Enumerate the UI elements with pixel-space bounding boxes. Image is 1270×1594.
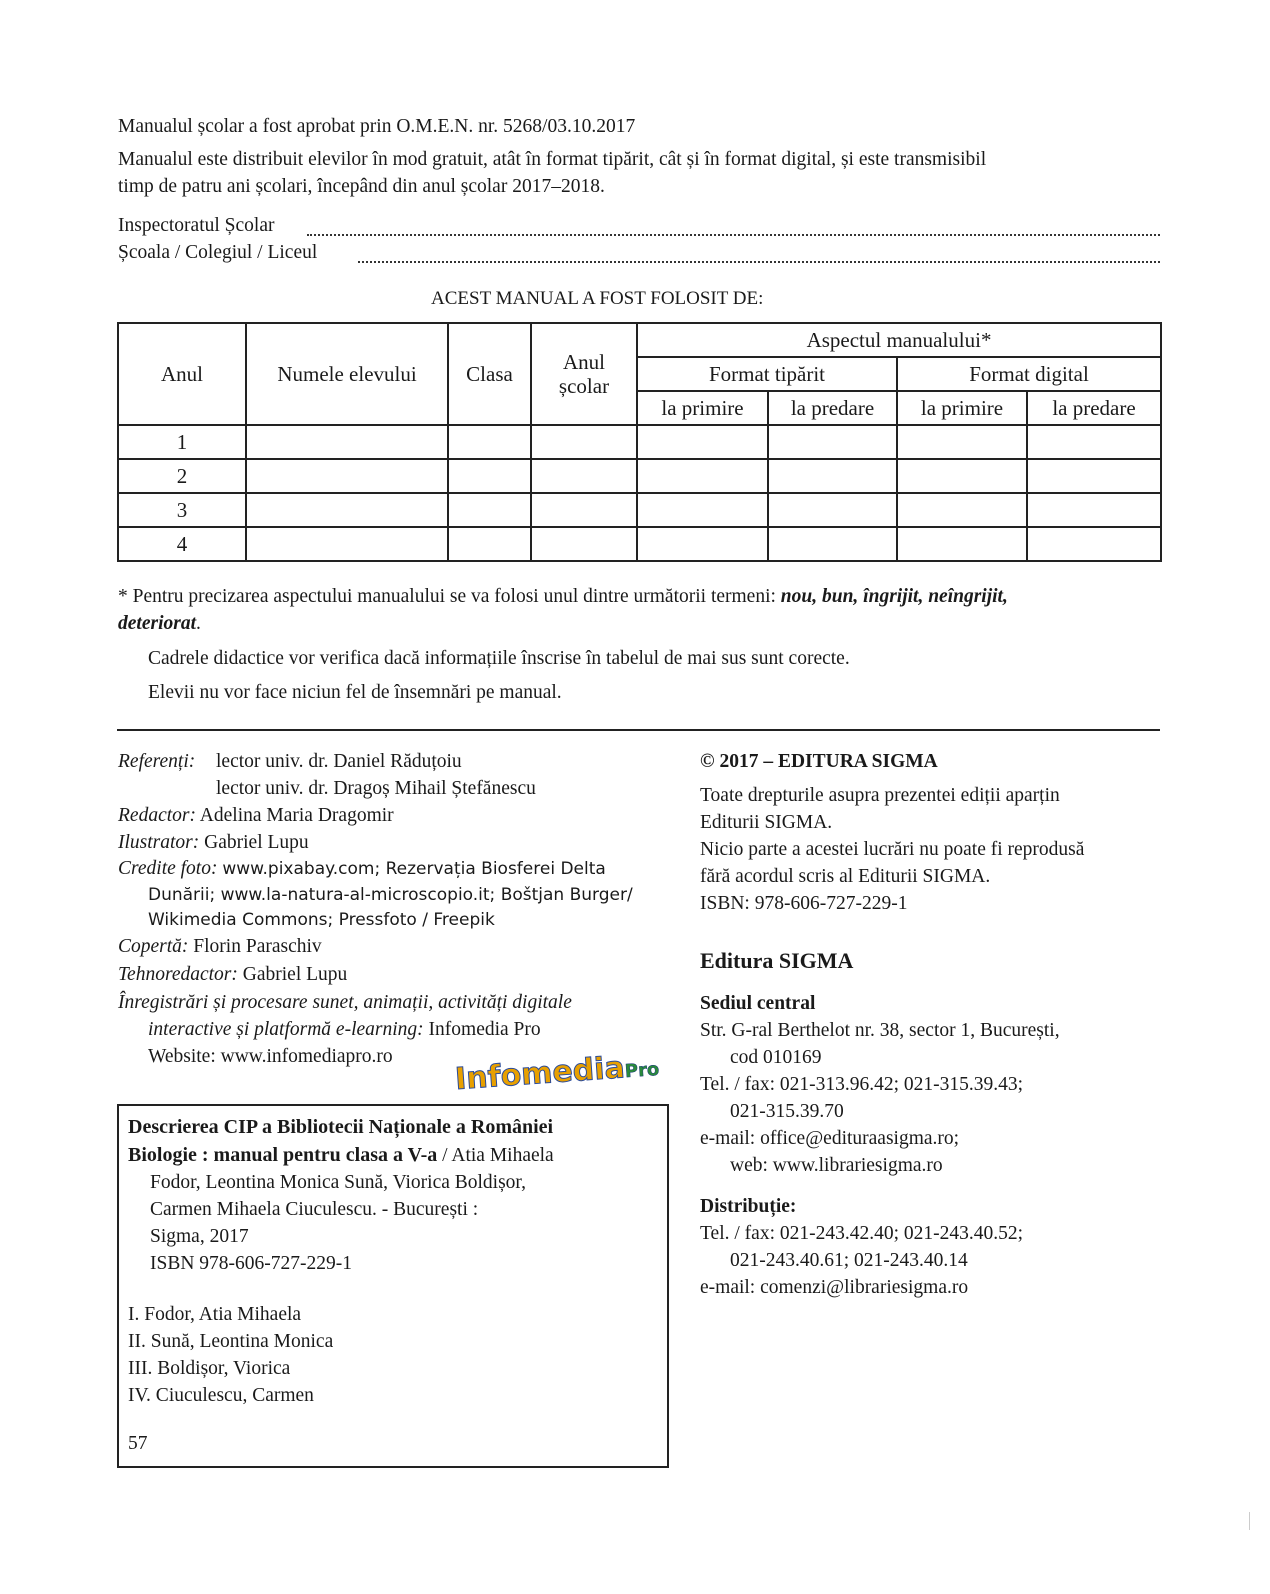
cip-number: 57 [128,1433,148,1454]
cell-clasa[interactable] [448,527,531,561]
section-divider [117,729,1160,731]
infomedia-logo-text: Infomedia [454,1050,626,1098]
distrib-tel-1: Tel. / fax: 021-243.42.40; 021-243.40.52; [700,1223,1024,1244]
cip-title-bold: Biologie : manual pentru clasa a V-a [128,1144,438,1166]
header-anul-scolar-line2: școlar [558,374,610,398]
cip-title [128,1142,554,1169]
note-teachers: Cadrele didactice vor verifica dacă informațiile înscrise în tabelul de mai sus sunt corecte. [148,648,850,669]
footnote-end: . [196,613,201,634]
cell-numele[interactable] [246,527,448,561]
school-label: Școala / Colegiul / Liceul [118,242,318,263]
cell-digital-predare[interactable] [1027,493,1161,527]
footnote-terms: nou, bun, îngrijit, neîngrijit, [780,586,1008,607]
table-row [118,527,1161,561]
inreg-name: Infomedia Pro [428,1019,541,1040]
tel-line-2: 021-315.39.70 [730,1101,844,1122]
header-digital-la-primire: la primire [897,391,1027,425]
table-row [118,493,1161,527]
cell-digital-primire[interactable] [897,459,1027,493]
cip-author: III. Boldișor, Viorica [128,1358,291,1379]
cell-tiparit-primire[interactable] [637,493,768,527]
credits-referenti [118,748,195,775]
cell-numele[interactable] [246,459,448,493]
coperta-name: Florin Paraschiv [193,936,322,957]
header-aspect: Aspectul manualului* [637,323,1161,357]
redactor-label: Redactor: [118,805,196,826]
footnote-terms-2: deteriorat [118,613,196,634]
cell-anul-scolar[interactable] [531,425,637,459]
hq-line-1: Str. G-ral Berthelot nr. 38, sector 1, București, [700,1020,1060,1041]
cell-tiparit-predare[interactable] [768,527,897,561]
cell-anul-scolar[interactable] [531,527,637,561]
cell-numele[interactable] [246,425,448,459]
cell-tiparit-predare[interactable] [768,425,897,459]
cip-line-4: Sigma, 2017 [150,1226,249,1247]
referent-1: lector univ. dr. Daniel Răduțoiu [216,751,462,772]
cell-digital-primire[interactable] [897,425,1027,459]
isbn: ISBN: 978-606-727-229-1 [700,893,908,914]
foto-line-3: Wikimedia Commons; Pressfoto / Freepik [148,910,495,930]
cip-title-rest: / Atia Mihaela [437,1145,554,1166]
cell-numele[interactable] [246,493,448,527]
distribution-line-2: timp de patru ani școlari, începând din anul școlar 2017–2018. [118,176,605,197]
inspectorate-fill-line[interactable] [307,234,1160,236]
school-fill-line[interactable] [358,261,1160,263]
cip-author: II. Sună, Leontina Monica [128,1331,334,1352]
cell-clasa[interactable] [448,459,531,493]
tel-line-1: Tel. / fax: 021-313.96.42; 021-315.39.43; [700,1074,1024,1095]
cell-digital-primire[interactable] [897,493,1027,527]
credits-ilustrator [118,829,309,856]
coperta-label: Copertă: [118,936,189,957]
cell-clasa[interactable] [448,425,531,459]
table-row [118,425,1161,459]
page-edge-mark [1249,1512,1250,1530]
table-title: ACEST MANUAL A FOST FOLOSIT DE: [431,288,764,309]
ilustrator-name: Gabriel Lupu [204,832,309,853]
inspectorate-label: Inspectoratul Școlar [118,215,275,236]
ilustrator-label: Ilustrator: [118,832,200,853]
note-students: Elevii nu vor face niciun fel de însemnări pe manual. [148,682,562,703]
foto-line-2: Dunării; www.la-natura-al-microscopio.it; Boštjan Burger/ [148,885,633,905]
header-numele: Numele elevului [246,323,448,425]
infomedia-logo [454,1048,660,1097]
header-anul: Anul [118,323,246,425]
cell-digital-predare[interactable] [1027,425,1161,459]
cell-tiparit-primire[interactable] [637,425,768,459]
hq-label: Sediul central [700,993,816,1014]
rights-1: Toate drepturile asupra prezentei ediții aparțin [700,785,1060,806]
footnote-start: * Pentru precizarea aspectului manualului se va folosi unul dintre următorii termeni: [118,586,781,607]
cip-author: I. Fodor, Atia Mihaela [128,1304,302,1325]
cip-line-5: ISBN 978-606-727-229-1 [150,1253,353,1274]
rights-2: Editurii SIGMA. [700,812,833,833]
header-tiparit-la-primire: la primire [637,391,768,425]
referenti-label: Referenți: [118,751,196,772]
credits-tehno [118,961,347,988]
distrib-tel-2: 021-243.40.61; 021-243.40.14 [730,1250,968,1271]
cell-digital-predare[interactable] [1027,527,1161,561]
referent-2: lector univ. dr. Dragoș Mihail Ștefănescu [216,778,536,799]
cell-tiparit-predare[interactable] [768,459,897,493]
cell-digital-primire[interactable] [897,527,1027,561]
inreg-line-1: Înregistrări și procesare sunet, animații, activități digitale [118,992,572,1013]
credits-foto [118,857,606,881]
rights-4: fără acordul scris al Editurii SIGMA. [700,866,991,887]
header-anul-scolar [531,323,637,425]
distribution-line-1: Manualul este distribuit elevilor în mod gratuit, atât în format tipărit, cât și în format digital, și este transmisibil [118,149,987,170]
distrib-label: Distribuție: [700,1196,797,1217]
usage-table [117,322,1162,562]
cip-line-3: Carmen Mihaela Ciuculescu. - București : [150,1199,479,1220]
header-digital-la-predare: la predare [1027,391,1161,425]
tehno-name: Gabriel Lupu [242,964,348,985]
distrib-email-link[interactable]: e-mail: comenzi@librariesigma.ro [700,1277,969,1298]
row-number: 4 [118,527,246,561]
foto-label: Credite foto: [118,858,218,879]
header-format-digital: Format digital [897,357,1161,391]
header-anul-scolar-line1: Anul [563,350,605,374]
email-link[interactable]: e-mail: office@edituraasigma.ro; [700,1128,960,1149]
cell-clasa[interactable] [448,493,531,527]
footnote [118,583,1008,610]
foto-line-1: www.pixabay.com; Rezervația Biosferei Delta [222,859,606,879]
credits-redactor [118,802,394,829]
cell-tiparit-predare[interactable] [768,493,897,527]
cell-tiparit-primire[interactable] [637,459,768,493]
cip-author: IV. Ciuculescu, Carmen [128,1385,314,1406]
cell-digital-predare[interactable] [1027,459,1161,493]
tehno-label: Tehnoredactor: [118,964,238,985]
cell-anul-scolar[interactable] [531,493,637,527]
header-tiparit-la-predare: la predare [768,391,897,425]
footnote-cont [118,610,201,637]
website-text: Website: www.infomediapro.ro [148,1046,393,1067]
row-number: 1 [118,425,246,459]
row-number: 3 [118,493,246,527]
table-row [118,459,1161,493]
copyright: © 2017 – EDITURA SIGMA [700,751,938,772]
cell-anul-scolar[interactable] [531,459,637,493]
publisher-name: Editura SIGMA [700,948,854,973]
web-link[interactable]: web: www.librariesigma.ro [730,1155,943,1176]
approval-text: Manualul școlar a fost aprobat prin O.M.E.N. nr. 5268/03.10.2017 [118,116,636,137]
rights-3: Nicio parte a acestei lucrări nu poate fi reprodusă [700,839,1085,860]
credits-inreg [148,1016,541,1043]
redactor-name: Adelina Maria Dragomir [199,805,394,826]
header-clasa: Clasa [448,323,531,425]
infomedia-logo-suffix: Pro [624,1058,660,1083]
inreg-label-2: interactive și platformă e-learning: [148,1019,424,1040]
cip-heading: Descrierea CIP a Bibliotecii Naționale a României [128,1116,554,1138]
row-number: 2 [118,459,246,493]
cip-line-2: Fodor, Leontina Monica Sună, Viorica Boldișor, [150,1172,527,1193]
header-format-tiparit: Format tipărit [637,357,897,391]
hq-line-2: cod 010169 [730,1047,822,1068]
credits-coperta [118,933,322,960]
cell-tiparit-primire[interactable] [637,527,768,561]
